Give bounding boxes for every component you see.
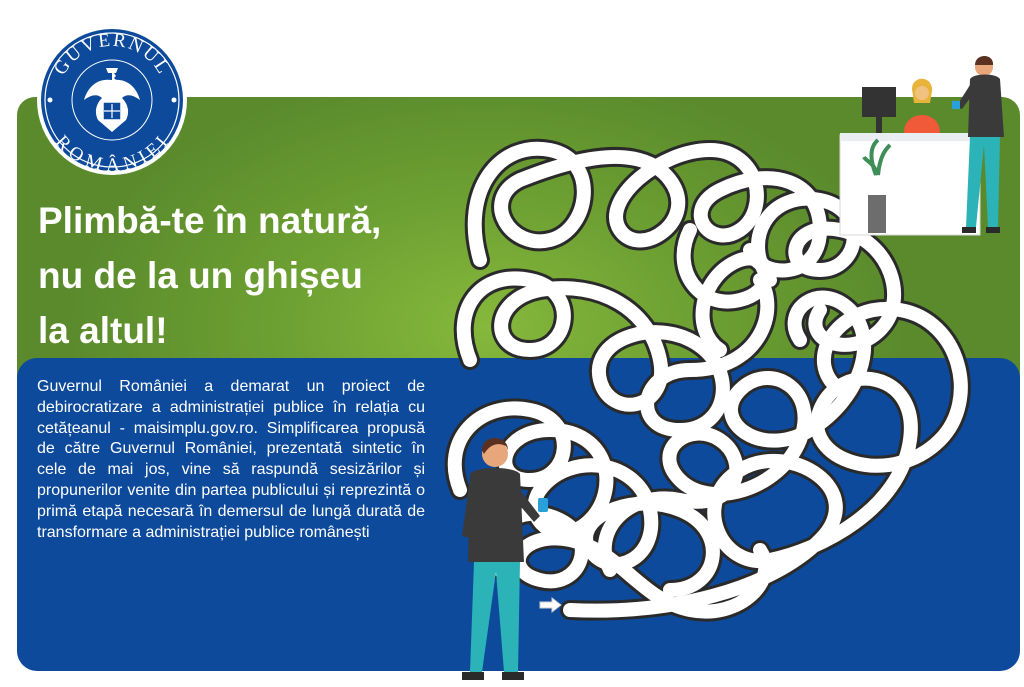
body-text: Guvernul României a demarat un proiect de debirocratizare a administrației publice în relația cu cetățeanul - maisimplu.gov.ro. Simplificarea propusă de către Guvernul României, prezentată sintetic în cele de mai jos, vine să raspundă sesizărilor și propunerilor venite din partea publicului și reprezintă o primă etapă necesară în demersul de lungă durată de transformare a administrației publice românești	[37, 378, 425, 541]
seal-top-text: GUVERNUL	[49, 29, 175, 79]
headline	[38, 193, 458, 358]
headline-line-3: la altul!	[38, 310, 168, 351]
headline-line-1: Plimbă-te în natură,	[38, 200, 382, 241]
headline-line-2: nu de la un ghișeu	[38, 255, 363, 296]
government-seal-icon	[36, 24, 188, 176]
office-desk-scene	[838, 45, 1024, 240]
seal-bottom-text: ROMÂNIEI	[51, 131, 174, 176]
monitor-icon	[862, 87, 896, 133]
citizen-figure	[448, 432, 558, 687]
